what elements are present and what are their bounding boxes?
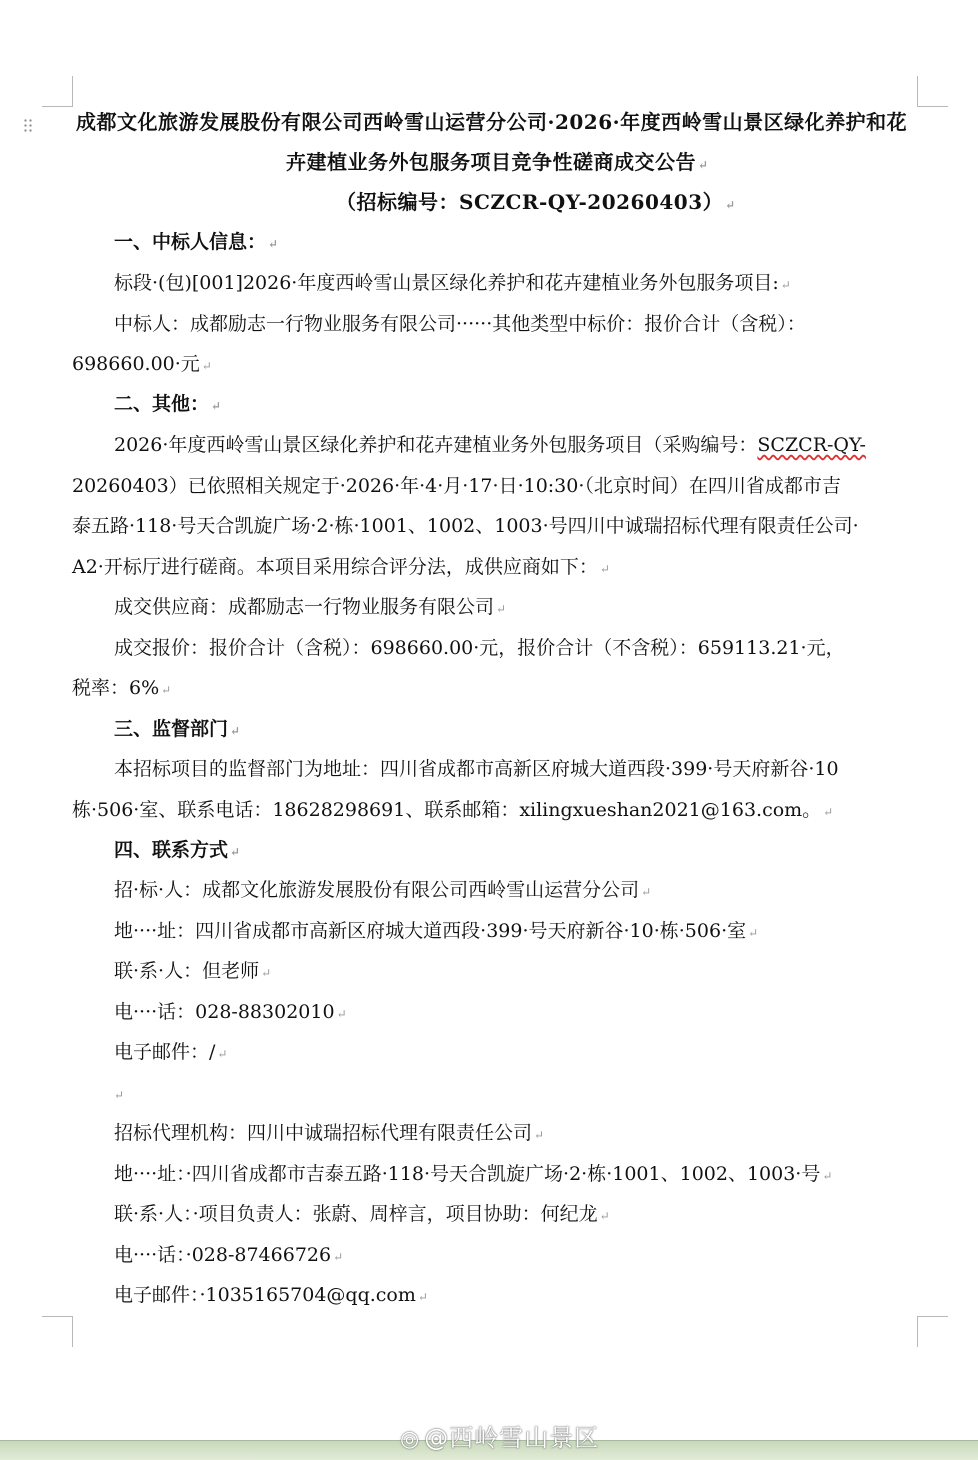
paragraph-mark-icon: ↵ <box>201 359 212 373</box>
page-corner-mark <box>917 1316 948 1347</box>
paragraph-mark-icon: ↵ <box>780 278 791 292</box>
paragraph-mark-icon: ↵ <box>333 1250 344 1264</box>
agency-line: 招标代理机构：四川中诚瑞招标代理有限责任公司 ↵ <box>114 1122 545 1144</box>
tenderer-phone: 电····话：028-88302010 ↵ <box>114 1001 347 1023</box>
paragraph-mark-icon: ↵ <box>114 1088 125 1102</box>
supplier-line: 成交供应商：成都励志一行物业服务有限公司 ↵ <box>114 596 507 618</box>
winner-amount: 698660.00·元 ↵ <box>72 353 212 375</box>
paragraph-mark-icon: ↵ <box>599 1209 610 1223</box>
paragraph-mark-icon: ↵ <box>534 1128 545 1142</box>
tenderer-address: 地····址：四川省成都市高新区府城大道西段·399·号天府新谷·10·栋·506·室 ↵ <box>114 920 759 942</box>
section2-para-line-2: 20260403）已依照相关规定于·2026·年·4·月·17·日·10:30·（北京时间）在四川省成都市吉 <box>72 475 841 497</box>
paragraph-mark-icon: ↵ <box>748 926 759 940</box>
procurement-code: SCZCR-QY- <box>757 434 866 456</box>
paragraph-mark-icon: ↵ <box>822 1169 833 1183</box>
section2-para-line-1: 2026·年度西岭雪山景区绿化养护和花卉建植业务外包服务项目（采购编号：SCZCR-QY- <box>114 434 866 456</box>
title-code: （招标编号：SCZCR-QY-20260403） ↵ <box>336 190 736 214</box>
paragraph-mark-icon: ↵ <box>725 198 736 212</box>
paragraph-mark-icon: ↵ <box>641 885 652 899</box>
drag-handle-icon[interactable] <box>23 118 33 132</box>
paragraph-mark-icon: ↵ <box>698 158 709 172</box>
page-corner-mark <box>42 1316 73 1347</box>
section-heading-3: 三、监督部门 ↵ <box>114 718 241 740</box>
paragraph-mark-icon: ↵ <box>161 683 172 697</box>
agency-phone: 电····话：·028-87466726 ↵ <box>114 1244 344 1266</box>
paragraph-mark-icon: ↵ <box>217 1047 228 1061</box>
page-corner-mark <box>42 76 73 107</box>
section-heading-4: 四、联系方式 ↵ <box>114 839 241 861</box>
paragraph-mark-icon: ↵ <box>336 1007 347 1021</box>
winner-line: 中标人：成都励志一行物业服务有限公司······其他类型中标价：报价合计（含税）： <box>114 313 806 335</box>
section-heading-1: 一、中标人信息： ↵ <box>114 231 279 253</box>
paragraph-mark-icon: ↵ <box>417 1290 428 1304</box>
section2-para-line-3: 泰五路·118·号天合凯旋广场·2·栋·1001、1002、1003·号四川中诚瑞招标代理有限责任公司· <box>72 515 859 537</box>
paragraph-mark-icon: ↵ <box>268 237 279 251</box>
tenderer-line: 招·标·人：成都文化旅游发展股份有限公司西岭雪山运营分公司 ↵ <box>114 879 652 901</box>
tenderer-email: 电子邮件：/ ↵ <box>114 1041 228 1063</box>
paragraph-mark-icon: ↵ <box>211 399 222 413</box>
paragraph-mark-icon: ↵ <box>261 966 272 980</box>
paragraph-mark-icon: ↵ <box>496 602 507 616</box>
watermark: ◎ @西岭雪山景区 <box>400 1424 600 1452</box>
tenderer-contact: 联·系·人：但老师 ↵ <box>114 960 272 982</box>
weibo-icon: ◎ <box>400 1427 421 1452</box>
supervision-line-2: 栋·506·室、联系电话：18628298691、联系邮箱：xilingxueshan2021@163.com。 ↵ <box>72 799 834 821</box>
price-line: 成交报价：报价合计（含税）：698660.00·元，报价合计（不含税）：659113.21·元， <box>114 637 845 659</box>
supervision-line-1: 本招标项目的监督部门为地址：四川省成都市高新区府城大道西段·399·号天府新谷·10 <box>114 758 839 780</box>
section-heading-2: 二、其他： ↵ <box>114 393 222 415</box>
agency-address: 地····址：·四川省成都市吉泰五路·118·号天合凯旋广场·2·栋·1001、1002、1003·号 ↵ <box>114 1163 833 1185</box>
page-corner-mark <box>917 76 948 107</box>
title-line-1: 成都文化旅游发展股份有限公司西岭雪山运营分公司·2026·年度西岭雪山景区绿化养护和花 <box>76 110 908 134</box>
tax-rate: 税率：6% ↵ <box>72 677 172 699</box>
paragraph-mark-icon: ↵ <box>599 562 610 576</box>
empty-paragraph <box>112 1081 124 1107</box>
agency-contact: 联·系·人：·项目负责人：张蔚、周梓言，项目协助：何纪龙 ↵ <box>114 1203 610 1225</box>
paragraph-mark-icon: ↵ <box>823 805 834 819</box>
paragraph-mark-icon: ↵ <box>230 724 241 738</box>
title-line-2: 卉建植业务外包服务项目竞争性磋商成交公告 ↵ <box>286 150 709 174</box>
section2-para-line-4: A2·开标厅进行磋商。本项目采用综合评分法，成供应商如下： ↵ <box>72 556 610 578</box>
paragraph-mark-icon: ↵ <box>230 845 241 859</box>
lot-line: 标段·(包)[001]2026·年度西岭雪山景区绿化养护和花卉建植业务外包服务项目: ↵ <box>114 272 791 294</box>
agency-email: 电子邮件：·1035165704@qq.com ↵ <box>114 1284 428 1306</box>
